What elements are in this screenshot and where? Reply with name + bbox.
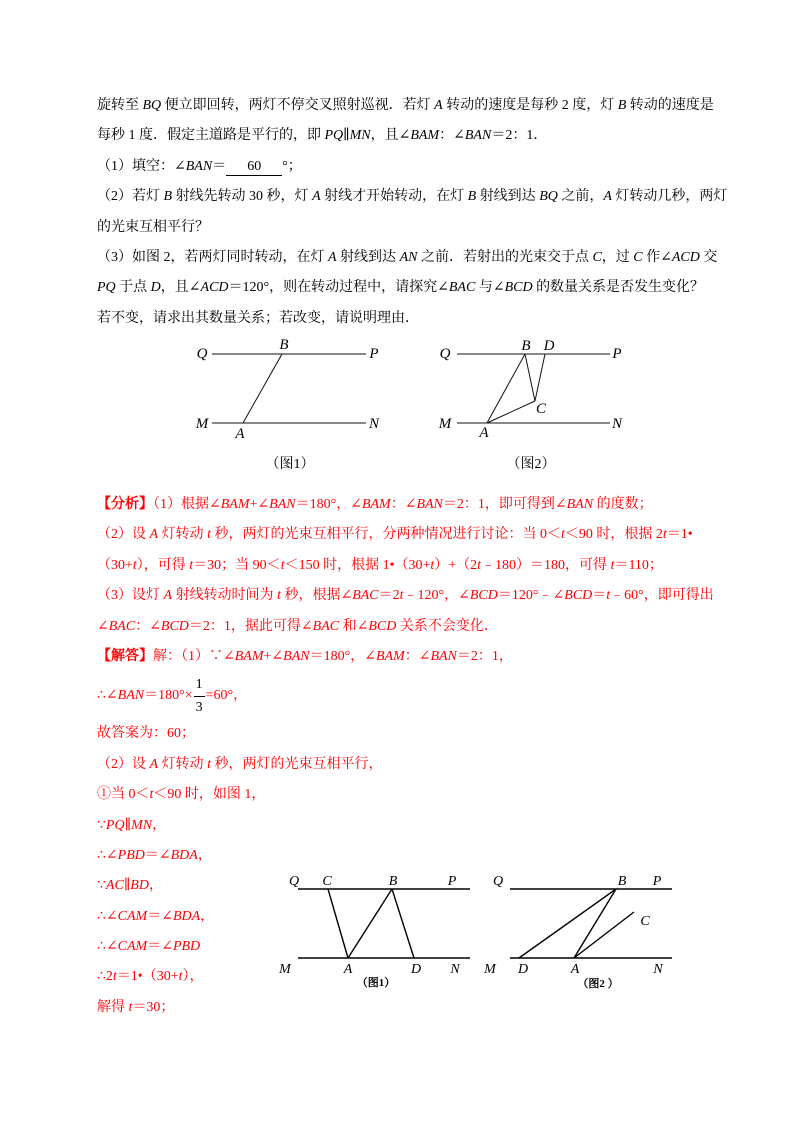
problem-figure-2 <box>438 338 623 472</box>
figure-caption: （图1） <box>265 457 315 472</box>
math-variable: BAM <box>220 497 250 512</box>
text-run: ＝ <box>212 158 227 174</box>
math-variable: BCD <box>160 618 189 634</box>
text-run: 便立即回转，两灯不停交叉照射巡视．若灯 <box>161 98 435 113</box>
text-run: （2）设 <box>97 756 150 772</box>
segment-ab <box>348 889 392 958</box>
math-variable: t <box>207 527 211 543</box>
point-label-n: N <box>368 416 380 432</box>
text-run: ＝180°× <box>144 688 193 704</box>
text-run: 灯转动几秒，两灯 <box>611 189 728 205</box>
math-variable: BAC <box>352 588 379 604</box>
math-variable: t <box>477 557 482 573</box>
text-run: ∴∠ <box>97 688 118 704</box>
text-run: +∠ <box>249 497 270 512</box>
text-run: ＝∠ <box>144 847 171 863</box>
text-run: 转动的速度是 <box>626 98 714 113</box>
solution-line <box>97 581 714 611</box>
text-run: 旋转至 <box>97 98 143 113</box>
text-run: ），可得 <box>136 557 190 573</box>
segment-bc <box>525 354 535 401</box>
text-run: 秒，两灯的光束互相平行， <box>210 756 383 772</box>
text-run: ∴∠ <box>97 939 118 955</box>
text-run: ＝180°，∠ <box>309 648 376 664</box>
point-label-q: Q <box>492 874 504 889</box>
math-variable: BAM <box>361 497 391 512</box>
problem-line <box>97 152 727 182</box>
text-run: 于点 <box>115 280 151 296</box>
segment-ab <box>574 889 616 958</box>
text-run: 射线先转动 30 秒，灯 <box>172 189 313 205</box>
math-variable: MN <box>131 817 153 833</box>
text-run: 之前．若射出的光束交于点 <box>417 249 593 265</box>
math-variable: BCD <box>368 618 397 634</box>
text-run: 的数量关系是否发生变化？ <box>532 280 705 296</box>
text-run: 射线才开始转动，在灯 <box>320 189 468 205</box>
text-run: ∥ <box>343 128 350 144</box>
text-run: （3）设灯 <box>97 588 164 604</box>
text-run: 交 <box>699 249 718 265</box>
point-label-q: Q <box>288 874 300 889</box>
math-variable: AC <box>105 878 124 894</box>
text-run: ：∠ <box>404 648 431 664</box>
math-variable: PQ <box>97 280 116 296</box>
math-variable: BCD <box>504 280 533 296</box>
text-run: ∴∠ <box>97 908 118 924</box>
text-run: °； <box>282 158 302 174</box>
text-run: ﹣60°，即可得出 <box>610 588 714 604</box>
math-variable: BAC <box>448 280 476 296</box>
figure-caption: （图2） <box>506 457 556 472</box>
math-variable: t <box>112 969 117 985</box>
text-run: ﹣180）＝180，可得 <box>481 557 611 573</box>
point-label-p: P <box>369 346 379 362</box>
text-run: ＝ <box>592 588 607 604</box>
text-run: 故答案为：60； <box>97 726 195 742</box>
math-variable: BQ <box>539 189 558 205</box>
text-run: ﹣120°，∠ <box>403 588 470 604</box>
math-variable: D <box>150 280 161 296</box>
math-variable: BCD <box>469 588 498 604</box>
point-label-p: P <box>447 874 457 889</box>
point-label-a: A <box>235 426 245 442</box>
text-run: ∵ <box>97 817 106 833</box>
problem-line <box>97 182 727 212</box>
text-run: ＝2：1， <box>456 648 513 664</box>
point-label-b: B <box>279 337 289 353</box>
math-variable: BAM <box>234 648 264 664</box>
text-run: （30+ <box>97 557 133 573</box>
text-run: （1）根据∠ <box>153 497 221 512</box>
math-variable: A <box>163 588 173 604</box>
text-run: 与∠ <box>475 280 505 296</box>
text-run: ， <box>148 878 163 894</box>
math-variable: B <box>617 98 627 113</box>
math-variable: t <box>430 557 435 573</box>
text-run: ＝2：1． <box>491 128 548 144</box>
math-variable: A <box>434 98 443 113</box>
math-variable: A <box>149 756 159 772</box>
math-variable: BCD <box>564 588 593 604</box>
segment-db <box>519 889 616 958</box>
math-variable: t <box>662 527 667 543</box>
segment-ab <box>243 354 282 423</box>
point-label-n: N <box>450 962 460 977</box>
math-variable: B <box>467 189 477 205</box>
text-run: ，过 <box>601 249 634 265</box>
math-variable: t <box>560 527 565 543</box>
text-run: 灯转动 <box>158 527 208 543</box>
text-run: ）， <box>182 969 204 985</box>
point-label-q: Q <box>196 346 208 362</box>
solution-figure-2 <box>483 874 672 990</box>
solution-line <box>97 993 714 1023</box>
fraction-denominator: 3 <box>195 699 203 715</box>
math-variable: BQ <box>142 98 162 113</box>
text-run: 和∠ <box>339 618 369 634</box>
solution-line <box>97 520 714 550</box>
solution-line <box>97 672 714 719</box>
answer-blank: 60 <box>226 158 282 176</box>
text-run: ＜90 时，如图 1， <box>153 787 266 803</box>
text-run: 之前， <box>557 189 604 205</box>
text-run: ＝∠ <box>147 908 173 924</box>
segment-ac <box>574 912 634 958</box>
text-run: ①当 0＜ <box>97 787 150 803</box>
segment-ac <box>487 401 535 423</box>
text-run: 射线转动时间为 <box>172 588 278 604</box>
text-run: ∥ <box>124 817 132 833</box>
solution-line <box>97 780 714 810</box>
math-variable: t <box>399 588 404 604</box>
math-variable: BAC <box>312 618 340 634</box>
segment-bd <box>392 889 414 958</box>
point-label-d: D <box>543 338 555 354</box>
text-run: 秒，根据∠ <box>280 588 353 604</box>
problem-figures <box>190 334 630 484</box>
segment-ca <box>328 889 348 958</box>
text-run: 的光束互相平行？ <box>97 219 209 235</box>
text-run: +∠ <box>263 648 284 664</box>
text-run: ＝180°，∠ <box>295 497 362 512</box>
problem-line <box>97 91 727 121</box>
text-run: 若不变，请求出其数量关系；若改变，请说明理由． <box>97 310 419 326</box>
text-run: ＝1•（30+ <box>116 969 179 985</box>
fraction-numerator: 1 <box>194 678 205 697</box>
text-run: ＝∠ <box>147 939 173 955</box>
math-variable: BAC <box>108 618 136 634</box>
solution-line <box>97 719 714 749</box>
math-variable: t <box>610 557 615 573</box>
point-label-b: B <box>521 338 531 354</box>
point-label-m: M <box>438 416 452 432</box>
point-label-c: C <box>322 874 332 889</box>
text-run: ＝2：1，据此可得∠ <box>188 618 313 634</box>
point-label-a: A <box>570 962 580 977</box>
problem-text <box>97 91 727 334</box>
math-variable: PBD <box>172 939 201 955</box>
math-variable: t <box>207 756 211 772</box>
math-variable: BAM <box>375 648 405 664</box>
text-run: 解得 <box>97 999 129 1015</box>
math-variable: A <box>312 189 321 205</box>
math-variable: t <box>132 557 137 573</box>
text-run: （2）设 <box>97 527 150 543</box>
math-variable: t <box>128 999 133 1015</box>
point-label-m: M <box>195 416 209 432</box>
math-variable: t <box>149 787 154 803</box>
math-variable: C <box>592 249 602 265</box>
math-variable: BD <box>130 878 149 894</box>
point-label-b: B <box>388 874 398 889</box>
solution-line <box>97 551 714 581</box>
text-run: ， <box>152 817 167 833</box>
solution-line <box>97 642 714 672</box>
text-run: ）+（2 <box>434 557 478 573</box>
math-variable: BDA <box>170 847 198 863</box>
math-variable: BAN <box>464 128 492 144</box>
math-variable: PQ <box>324 128 344 144</box>
math-variable: A <box>149 527 159 543</box>
fraction <box>194 678 205 715</box>
text-run: 每秒 1 度．假定主道路是平行的，即 <box>97 128 325 144</box>
point-label-c: C <box>640 914 650 929</box>
solution-figure-1 <box>278 874 470 989</box>
text-run: ＝110； <box>614 557 663 573</box>
problem-line <box>97 273 727 303</box>
section-tag: 【分析】 <box>97 497 153 512</box>
solution-line <box>97 490 714 520</box>
point-label-q: Q <box>439 346 451 362</box>
point-label-n: N <box>653 962 663 977</box>
text-run: ：∠ <box>135 618 161 634</box>
math-variable: C <box>633 249 643 265</box>
math-variable: PBD <box>117 847 145 863</box>
point-label-m: M <box>279 962 291 977</box>
point-label-p: P <box>612 346 622 362</box>
text-run: 转动的速度是每秒 2 度，灯 <box>442 98 618 113</box>
text-run: ，且∠ <box>160 280 201 296</box>
text-run: （3）如图 2，若两灯同时转动，在灯 <box>97 249 328 265</box>
point-label-d: D <box>410 962 422 977</box>
text-run: 关系不会变化． <box>396 618 498 634</box>
text-run: 秒，两灯的光束互相平行，分两种情况进行讨论：当 0＜ <box>210 527 561 543</box>
math-variable: BAN <box>430 648 457 664</box>
text-run: ∠ <box>97 618 109 634</box>
math-variable: t <box>189 557 194 573</box>
solution-line <box>97 612 714 642</box>
math-variable: A <box>603 189 612 205</box>
math-variable: t <box>277 588 281 604</box>
text-run: ＝30；当 90＜ <box>193 557 281 573</box>
segment-ab <box>487 354 525 423</box>
math-variable: BDA <box>172 908 201 924</box>
text-run: ∴2 <box>97 969 113 985</box>
text-run: 的度数； <box>593 497 653 512</box>
math-variable: t <box>178 969 183 985</box>
math-variable: t <box>280 557 285 573</box>
figure-caption: （图1） <box>356 977 396 989</box>
text-run: （1）填空：∠ <box>97 158 186 174</box>
problem-line <box>97 121 727 151</box>
solution-figures <box>270 862 690 992</box>
math-variable: BAN <box>283 648 310 664</box>
text-run: 作∠ <box>642 249 672 265</box>
math-variable: B <box>163 189 173 205</box>
problem-line <box>97 243 727 273</box>
text-run: ∥ <box>123 878 131 894</box>
text-run: ， <box>200 908 215 924</box>
section-tag: 【解答】 <box>97 648 153 664</box>
text-run: ＝120°，则在转动过程中，请探究∠ <box>228 280 449 296</box>
point-label-a: A <box>479 425 489 441</box>
segment-cd <box>535 354 545 401</box>
text-run: 解：（1）∵∠ <box>153 648 235 664</box>
text-run: ，且∠ <box>370 128 411 144</box>
text-run: ＜150 时，根据 1•（30+ <box>284 557 431 573</box>
math-variable: AN <box>399 249 418 265</box>
math-variable: BAN <box>416 497 443 512</box>
math-variable: t <box>606 588 611 604</box>
math-variable: CAM <box>117 908 148 924</box>
math-variable: ACD <box>200 280 229 296</box>
point-label-c: C <box>535 401 547 417</box>
text-run: ＝120°﹣∠ <box>497 588 565 604</box>
math-variable: A <box>328 249 337 265</box>
text-run: ＜90 时，根据 2 <box>564 527 663 543</box>
point-label-n: N <box>611 416 623 432</box>
solution-line <box>97 750 714 780</box>
problem-line <box>97 213 727 243</box>
math-variable: CAM <box>117 939 148 955</box>
math-variable: BAN <box>566 497 594 512</box>
point-label-b: B <box>617 874 627 889</box>
math-variable: BAM <box>410 128 440 144</box>
math-variable: MN <box>349 128 371 144</box>
text-run: ， <box>197 847 212 863</box>
figure-caption: （图2 ） <box>577 978 619 990</box>
text-run: ＝2：1，即可得到∠ <box>442 497 567 512</box>
text-run: 射线到达 <box>336 249 400 265</box>
text-run: 射线到达 <box>476 189 540 205</box>
math-variable: BAN <box>269 497 296 512</box>
problem-figure-1 <box>195 337 380 472</box>
point-label-a: A <box>343 962 353 977</box>
text-run: ＝2 <box>378 588 400 604</box>
text-run: ＝30； <box>132 999 175 1015</box>
text-run: =60°， <box>205 688 248 704</box>
math-variable: BAN <box>117 688 145 704</box>
point-label-p: P <box>652 874 662 889</box>
problem-line <box>97 304 727 334</box>
text-run: ∴∠ <box>97 847 118 863</box>
math-variable: ACD <box>671 249 700 265</box>
text-run: （2）若灯 <box>97 189 164 205</box>
text-run: ：∠ <box>439 128 465 144</box>
solution-line <box>97 811 714 841</box>
text-run: ：∠ <box>390 497 417 512</box>
text-run: ∵ <box>97 878 106 894</box>
point-label-m: M <box>484 962 496 977</box>
text-run: 灯转动 <box>158 756 208 772</box>
math-variable: PQ <box>105 817 125 833</box>
text-run: ＝1• <box>666 527 693 543</box>
point-label-d: D <box>517 962 529 977</box>
math-variable: BAN <box>185 158 213 174</box>
